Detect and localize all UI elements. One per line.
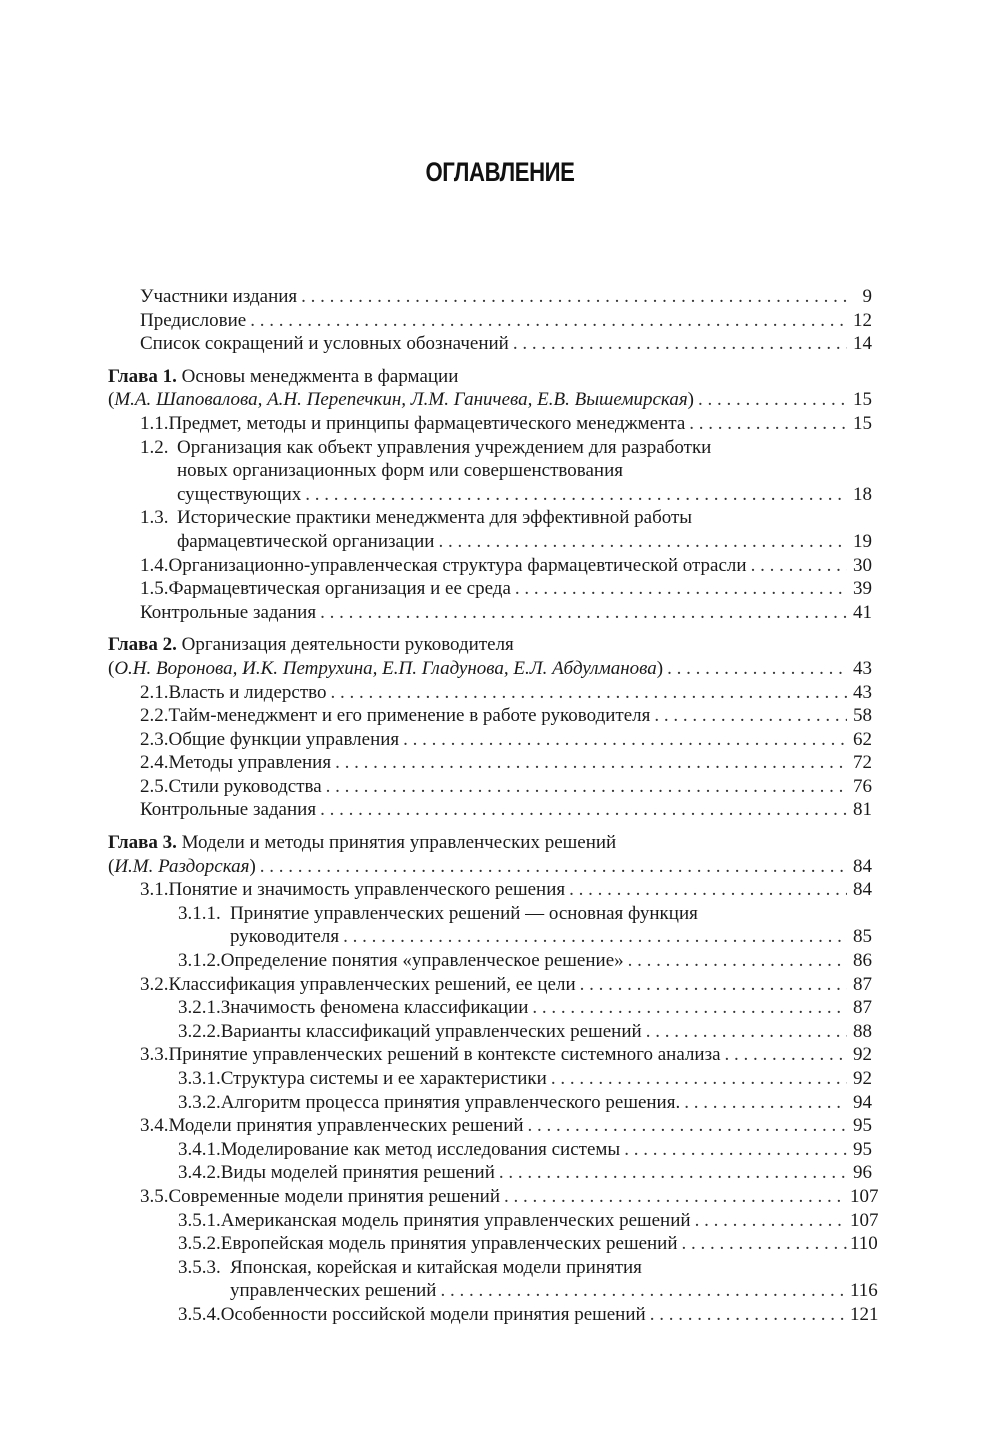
- toc-entry-section[interactable]: 1.1. Предмет, методы и принципы фармацевтического менеджмента . . . 15: [108, 412, 872, 436]
- dot-leader: [569, 878, 847, 902]
- dot-leader: [646, 1020, 847, 1044]
- toc-entry-section[interactable]: 2.1. Власть и лидерство . . . 43: [108, 681, 872, 705]
- chapter-heading[interactable]: [108, 831, 872, 855]
- toc-entry-continuation[interactable]: руководителя . . . 85: [108, 925, 872, 949]
- dot-leader: [499, 1161, 847, 1185]
- dot-leader: [515, 577, 847, 601]
- dot-leader: [438, 530, 847, 554]
- dot-leader: [532, 996, 847, 1020]
- toc-entry-subsection[interactable]: 3.4.1. Моделирование как метод исследования системы . . . 95: [108, 1138, 872, 1162]
- entry-text: Участники издания: [140, 286, 298, 307]
- entry-text: Список сокращений и условных обозначений: [140, 333, 509, 355]
- dot-leader: [725, 1043, 847, 1067]
- chapter-title: Основы менеджмента в фармации: [181, 365, 459, 387]
- chapter-authors[interactable]: (И.М. Раздорская) . . . 84: [108, 855, 872, 879]
- chapter-heading[interactable]: [108, 365, 872, 389]
- chapter-heading[interactable]: [108, 633, 872, 657]
- authors: О.Н. Воронова, И.К. Петрухина, Е.П. Гладунова, Е.Л. Абдулманова: [114, 657, 657, 679]
- page-title: ОГЛАВЛЕНИЕ: [425, 157, 575, 187]
- dot-leader: [343, 925, 847, 949]
- toc-entry-contributors[interactable]: [108, 285, 872, 309]
- dot-leader: [513, 332, 847, 356]
- toc-entry-section[interactable]: 1.4. Организационно-управленческая структура фармацевтической отрасли . . . 30: [108, 554, 872, 578]
- chapter-authors[interactable]: (О.Н. Воронова, И.К. Петрухина, Е.П. Гладунова, Е.Л. Абдулманова) . . . 43: [108, 657, 872, 681]
- chapter-title: Модели и методы принятия управленческих решений: [181, 832, 617, 854]
- dot-leader: [320, 798, 847, 822]
- dot-leader: [250, 309, 847, 333]
- toc-entry-tasks[interactable]: Контрольные задания . . . 81: [108, 798, 872, 822]
- page-number: 15: [853, 389, 872, 411]
- toc-entry-section[interactable]: 1.5. Фармацевтическая организация и ее среда . . . 39: [108, 577, 872, 601]
- toc-entry-tasks[interactable]: Контрольные задания . . . 41: [108, 601, 872, 625]
- toc-entry-continuation: новых организационных форм или совершенствования: [177, 460, 623, 482]
- dot-leader: [504, 1185, 847, 1209]
- toc-entry-section[interactable]: 3.2. Классификация управленческих решений, ее цели . . . 87: [108, 973, 872, 997]
- toc-entry-preface[interactable]: [108, 309, 872, 333]
- toc-entry-section[interactable]: 3.3. Принятие управленческих решений в контексте системного анализа . . . 92: [108, 1043, 872, 1067]
- toc-entry-subsection[interactable]: 3.5.1. Американская модель принятия управленческих решений . . . 107: [108, 1209, 872, 1233]
- toc-entry-subsection[interactable]: 3.1.1. Принятие управленческих решений — основная функция: [178, 902, 698, 924]
- dot-leader: [260, 855, 847, 879]
- toc-entry-subsection[interactable]: 3.1.2. Определение понятия «управленческое решение» . . . 86: [108, 949, 872, 973]
- toc-entry-abbreviations[interactable]: [108, 332, 872, 356]
- chapter-label: Глава 1.: [108, 365, 177, 387]
- dot-leader: [628, 949, 847, 973]
- dot-leader: [689, 412, 847, 436]
- dot-leader: [440, 1279, 847, 1303]
- chapter-label: Глава 3.: [108, 832, 177, 854]
- authors: И.М. Раздорская: [114, 855, 250, 877]
- chapter-title: Организация деятельности руководителя: [181, 634, 514, 656]
- dot-leader: [682, 1232, 847, 1256]
- dot-leader: [751, 554, 847, 578]
- page-number: 12: [853, 309, 872, 331]
- toc-entry-section[interactable]: 2.3. Общие функции управления . . . 62: [108, 728, 872, 752]
- page-number: 14: [853, 333, 872, 355]
- dot-leader: [335, 751, 847, 775]
- toc-entry-continuation[interactable]: существующих . . . 18: [108, 483, 872, 507]
- chapter-label: Глава 2.: [108, 634, 177, 656]
- toc-entry-section[interactable]: 2.2. Тайм-менеджмент и его применение в работе руководителя . . . 58: [108, 704, 872, 728]
- dot-leader: [684, 1091, 847, 1115]
- toc-entry-section[interactable]: 1.3. Исторические практики менеджмента для эффективной работы: [140, 507, 693, 529]
- toc-entry-subsection[interactable]: 3.5.2. Европейская модель принятия управленческих решений . . . 110: [108, 1232, 872, 1256]
- dot-leader: [528, 1114, 847, 1138]
- dot-leader: [320, 601, 847, 625]
- authors: М.А. Шаповалова, А.Н. Перепечкин, Л.М. Ганичева, Е.В. Вышемирская: [114, 389, 688, 411]
- toc-entry-subsection[interactable]: 3.5.4. Особенности российской модели принятия решений . . . 121: [108, 1303, 872, 1327]
- dot-leader: [667, 657, 847, 681]
- dot-leader: [403, 728, 847, 752]
- page-number: 9: [862, 286, 872, 307]
- toc-entry-section[interactable]: 3.1. Понятие и значимость управленческого решения . . . 84: [108, 878, 872, 902]
- dot-leader: [551, 1067, 847, 1091]
- toc-entry-subsection[interactable]: 3.3.2. Алгоритм процесса принятия управленческого решения. . . . 94: [108, 1091, 872, 1115]
- dot-leader: [695, 1209, 847, 1233]
- dot-leader: [330, 681, 847, 705]
- toc-entry-subsection[interactable]: 3.2.2. Варианты классификаций управленческих решений . . . 88: [108, 1020, 872, 1044]
- dot-leader: [301, 285, 847, 309]
- toc-entry-section[interactable]: 1.2. Организация как объект управления учреждением для разработки: [140, 436, 712, 458]
- dot-leader: [698, 388, 847, 412]
- toc-entry-subsection[interactable]: 3.2.1. Значимость феномена классификации . . . 87: [108, 996, 872, 1020]
- chapter-authors[interactable]: (М.А. Шаповалова, А.Н. Перепечкин, Л.М. Ганичева, Е.В. Вышемирская) . . . 15: [108, 388, 872, 412]
- toc-entry-subsection[interactable]: 3.4.2. Виды моделей принятия решений . . . 96: [108, 1161, 872, 1185]
- toc-entry-subsection[interactable]: 3.3.1. Структура системы и ее характеристики . . . 92: [108, 1067, 872, 1091]
- entry-text: Предисловие: [140, 309, 247, 331]
- dot-leader: [650, 1303, 847, 1327]
- toc-entry-section[interactable]: 2.4. Методы управления . . . 72: [108, 751, 872, 775]
- dot-leader: [654, 704, 847, 728]
- toc-entry-subsection[interactable]: 3.5.3. Японская, корейская и китайская модели принятия: [178, 1256, 642, 1278]
- toc-entry-continuation[interactable]: управленческих решений . . . 116: [108, 1279, 872, 1303]
- dot-leader: [326, 775, 847, 799]
- toc-entry-section[interactable]: 2.5. Стили руководства . . . 76: [108, 775, 872, 799]
- toc-entry-continuation[interactable]: фармацевтической организации . . . 19: [108, 530, 872, 554]
- toc-entry-section[interactable]: 3.4. Модели принятия управленческих решений . . . 95: [108, 1114, 872, 1138]
- toc-entry-section[interactable]: 3.5. Современные модели принятия решений . . . 107: [108, 1185, 872, 1209]
- dot-leader: [580, 973, 847, 997]
- table-of-contents: [108, 285, 879, 1327]
- dot-leader: [624, 1138, 847, 1162]
- dot-leader: [305, 483, 847, 507]
